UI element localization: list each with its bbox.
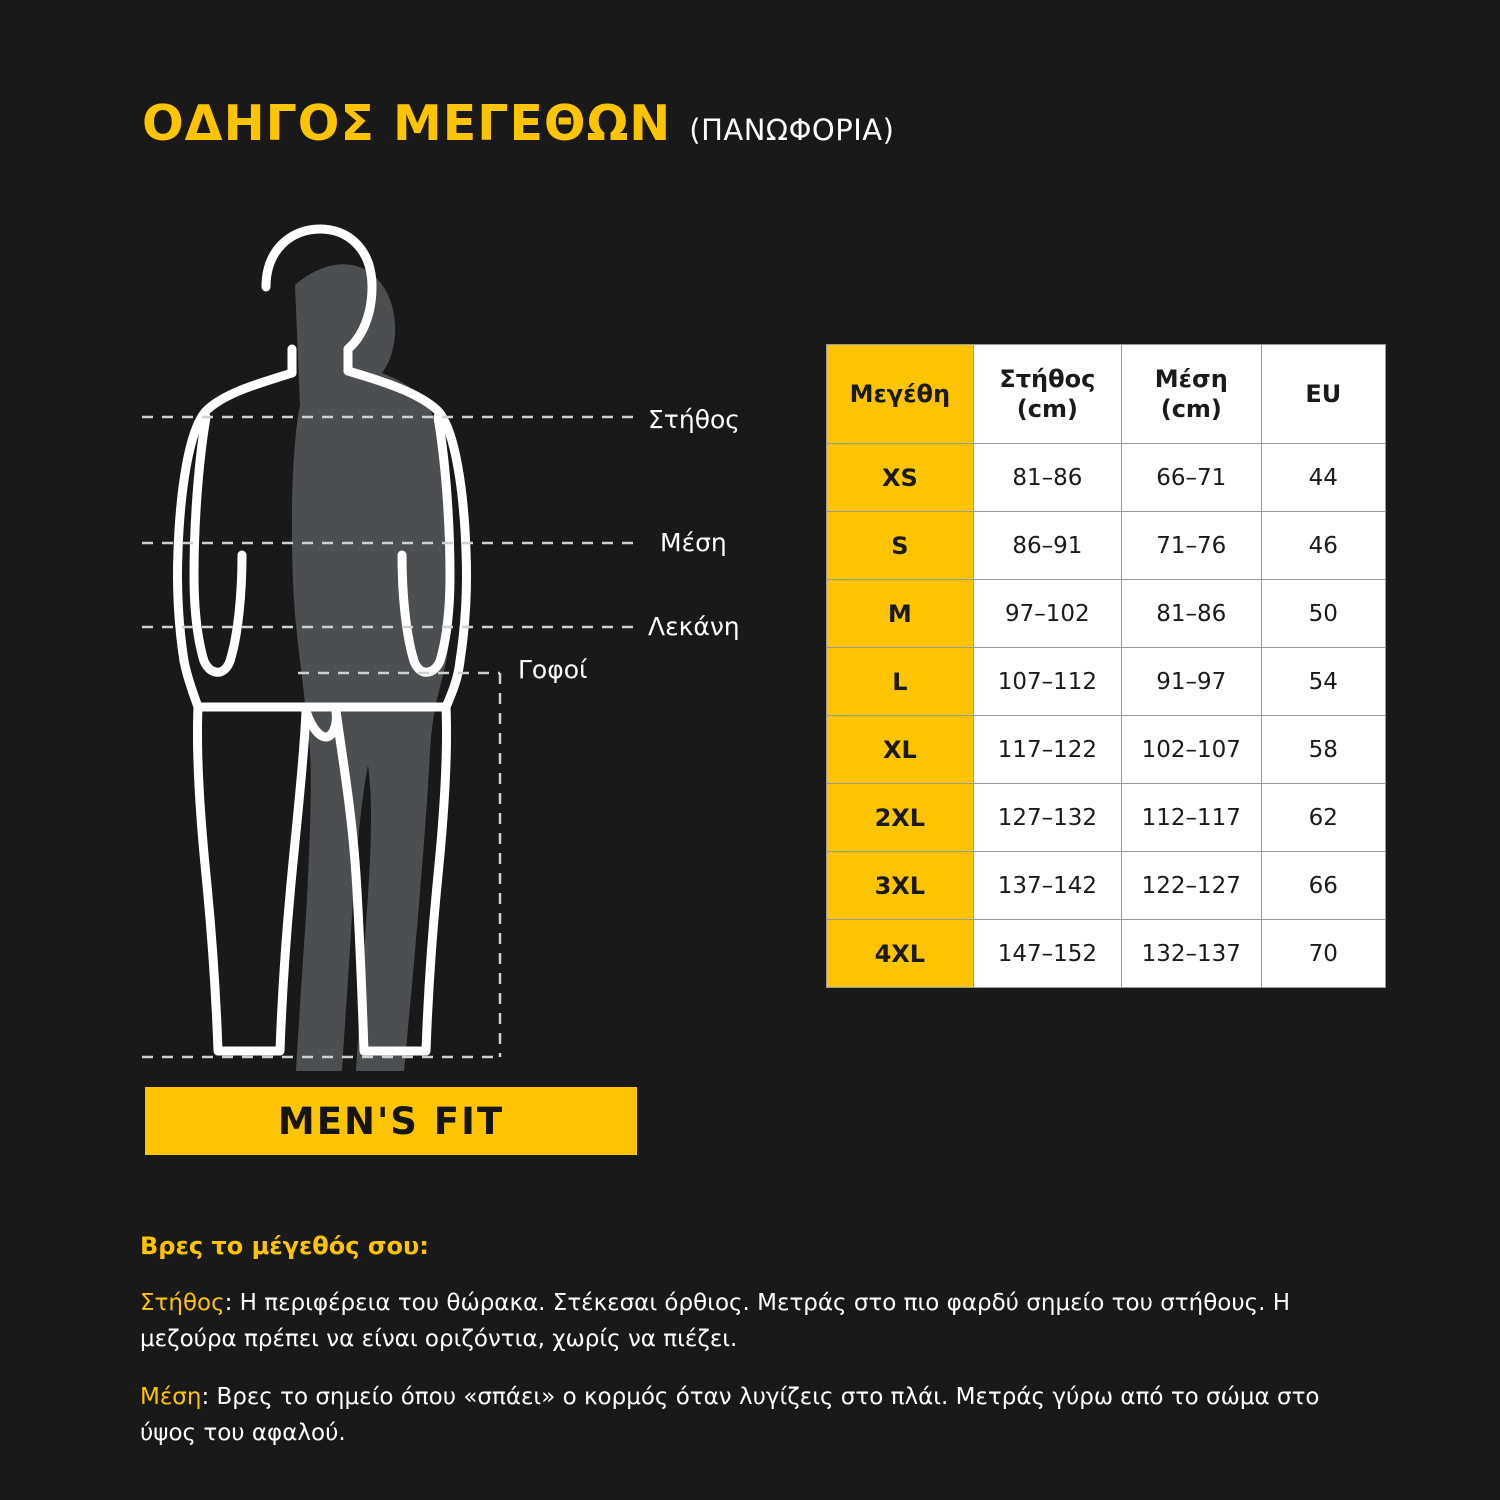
label-hips: Γοφοί [518,655,588,684]
instruction-waist-key: Μέση [140,1384,202,1411]
cell-eu: 44 [1261,444,1385,512]
cell-chest: 147–152 [973,920,1121,988]
cell-size: 3XL [827,852,974,920]
cell-waist: 112–117 [1122,784,1262,852]
table-row [827,920,1386,988]
cell-waist: 122–127 [1122,852,1262,920]
table-row [827,512,1386,580]
cell-chest: 137–142 [973,852,1121,920]
cell-size: 2XL [827,784,974,852]
table-header-row [827,345,1386,444]
label-waist: Μέση [660,528,727,557]
cell-size: XL [827,716,974,784]
cell-eu: 58 [1261,716,1385,784]
instruction-chest-key: Στήθος [140,1290,225,1316]
table-row [827,784,1386,852]
body-figure-illustration [120,195,780,1095]
cell-waist: 66–71 [1122,444,1262,512]
header-chest-line1: Στήθος [999,365,1096,393]
instruction-chest-text: : Η περιφέρεια του θώρακα. Στέκεσαι όρθιος. Μετράς στο πιο φαρδύ σημείο του στήθους. Η μεζούρα πρέπει να είναι οριζόντια, χωρίς να πιέζει. [140,1290,1291,1352]
cell-chest: 117–122 [973,716,1121,784]
cell-chest: 107–112 [973,648,1121,716]
measurement-instructions [140,1232,1360,1474]
cell-eu: 66 [1261,852,1385,920]
cell-chest: 81–86 [973,444,1121,512]
cell-size: XS [827,444,974,512]
cell-size: S [827,512,974,580]
header-waist-line1: Μέση [1154,365,1228,393]
cell-eu: 54 [1261,648,1385,716]
cell-waist: 81–86 [1122,580,1262,648]
header-size [827,345,974,444]
header-chest-line2: (cm) [1016,395,1078,423]
cell-waist: 132–137 [1122,920,1262,988]
cell-waist: 71–76 [1122,512,1262,580]
male-body-outline-icon [120,195,780,1095]
cell-eu: 62 [1261,784,1385,852]
table-row [827,852,1386,920]
instruction-waist-text: : Βρες το σημείο όπου «σπάει» ο κορμός όταν λυγίζεις στο πλάι. Μετράς γύρω από το σώμα στο ύψος του αφαλού. [140,1384,1320,1446]
header-waist [1122,345,1262,444]
page-title-main: ΟΔΗΓΟΣ ΜΕΓΕΘΩΝ [142,95,672,152]
size-chart-table [826,344,1386,988]
table-row [827,444,1386,512]
mens-fit-label: MEN'S FIT [277,1099,505,1143]
instruction-waist [140,1380,1360,1451]
table-row [827,716,1386,784]
instructions-title: Βρες το μέγεθός σου: [140,1232,429,1260]
cell-chest: 97–102 [973,580,1121,648]
instruction-chest [140,1286,1360,1357]
header-waist-line2: (cm) [1160,395,1222,423]
cell-waist: 102–107 [1122,716,1262,784]
cell-eu: 50 [1261,580,1385,648]
page-title-subtitle: (ΠΑΝΩΦΟΡΙΑ) [689,113,895,147]
label-chest: Στήθος [648,405,740,434]
cell-size: L [827,648,974,716]
cell-waist: 91–97 [1122,648,1262,716]
header-chest [973,345,1121,444]
cell-size: 4XL [827,920,974,988]
header-eu [1261,345,1385,444]
table-row [827,580,1386,648]
table-row [827,648,1386,716]
cell-eu: 70 [1261,920,1385,988]
cell-chest: 127–132 [973,784,1121,852]
label-pelvis: Λεκάνη [648,612,740,641]
cell-chest: 86–91 [973,512,1121,580]
mens-fit-banner [145,1087,637,1155]
cell-size: M [827,580,974,648]
header-size-line1: Μεγέθη [849,380,951,408]
page-title [142,95,894,152]
header-eu-line1: EU [1305,380,1342,408]
cell-eu: 46 [1261,512,1385,580]
